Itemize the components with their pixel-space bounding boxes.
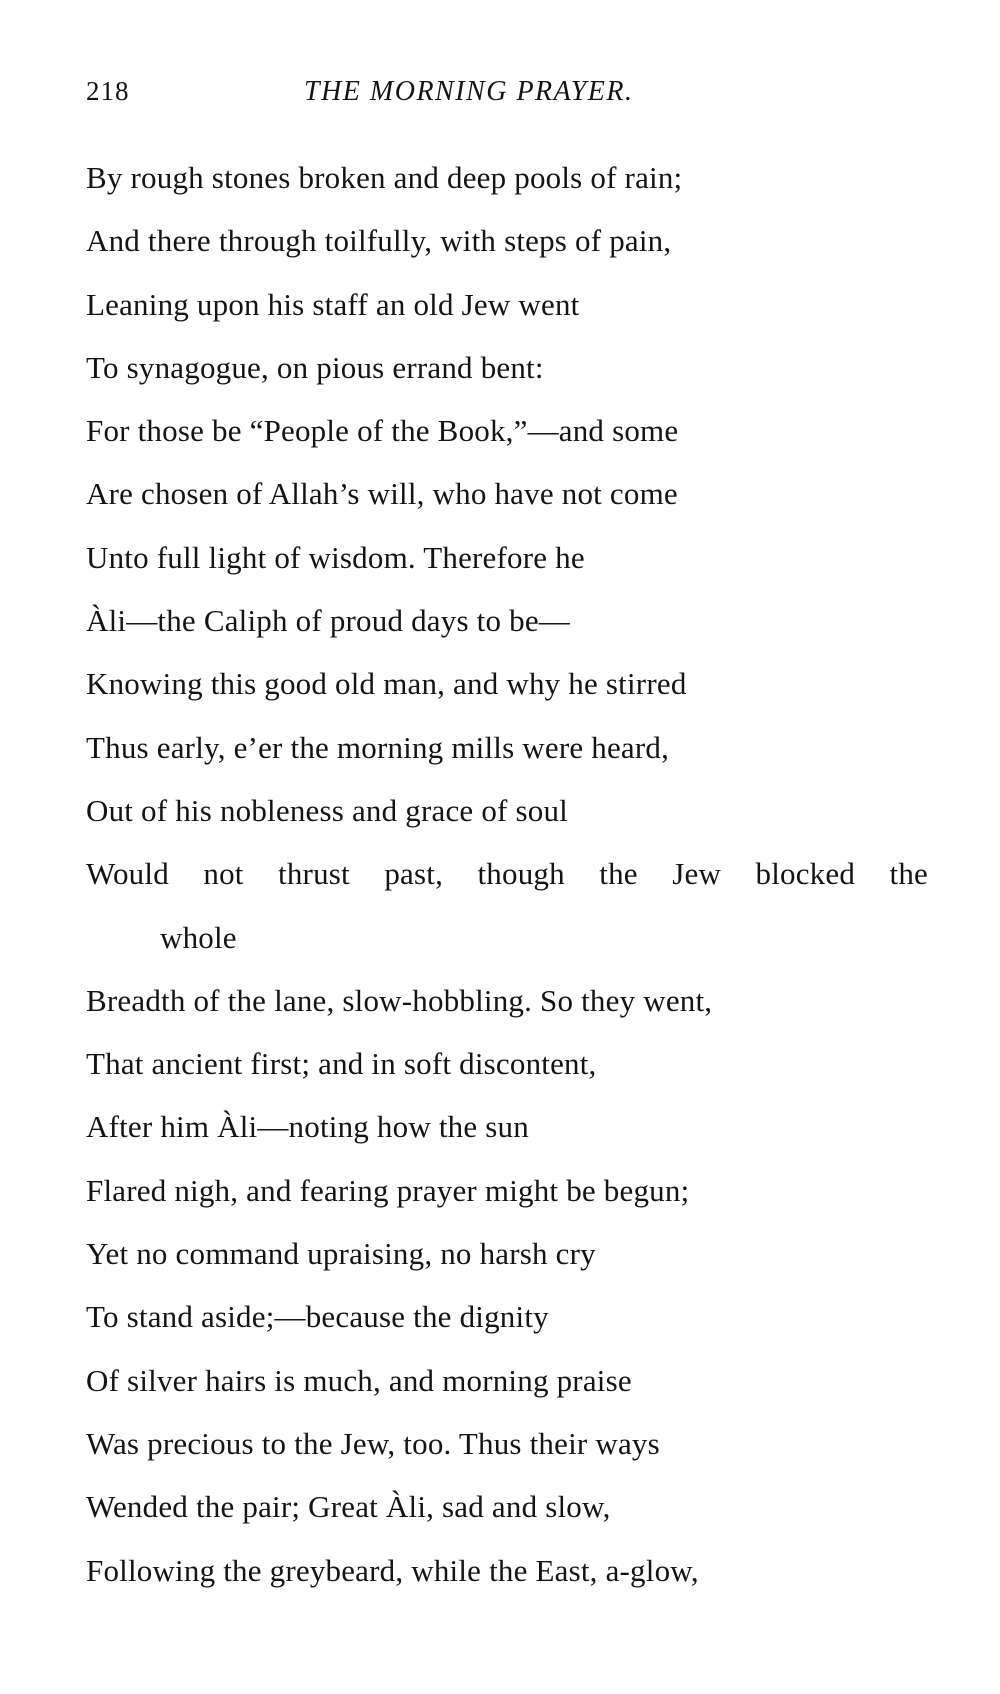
- page-number: 218: [86, 76, 130, 106]
- poem-line: That ancient first; and in soft discontent,: [86, 1046, 597, 1082]
- poem-line: Àli—the Caliph of proud days to be—: [86, 603, 570, 639]
- poem-line-runover: whole: [160, 919, 237, 955]
- poem-line: Knowing this good old man, and why he stirred: [86, 666, 687, 702]
- poem-line: Wended the pair; Great Àli, sad and slow,: [86, 1489, 611, 1525]
- running-title: THE MORNING PRAYER.: [304, 76, 634, 107]
- running-head: [86, 76, 706, 116]
- poem-line: Leaning upon his staff an old Jew went: [86, 286, 580, 322]
- poem-line: Breadth of the lane, slow-hobbling. So they went,: [86, 982, 713, 1018]
- poem-line: Would not thrust past, though the Jew blocked the: [86, 856, 928, 892]
- poem-line: By rough stones broken and deep pools of rain;: [86, 160, 683, 195]
- poem-body: [86, 146, 946, 1602]
- poem-line: Of silver hairs is much, and morning praise: [86, 1362, 632, 1398]
- poem-line: For those be “People of the Book,”—and some: [86, 413, 679, 449]
- poem-line: To synagogue, on pious errand bent:: [86, 349, 544, 385]
- poem-line: After him Àli—noting how the sun: [86, 1109, 529, 1145]
- poem-line: Out of his nobleness and grace of soul: [86, 792, 568, 828]
- poem-line: Yet no command upraising, no harsh cry: [86, 1236, 596, 1272]
- poem-line: Thus early, e’er the morning mills were heard,: [86, 729, 670, 765]
- poem-line: Unto full light of wisdom. Therefore he: [86, 539, 585, 575]
- poem-line: Flared nigh, and fearing prayer might be begun;: [86, 1172, 690, 1208]
- poem-line: To stand aside;—because the dignity: [86, 1299, 549, 1335]
- poem-line: Was precious to the Jew, too. Thus their ways: [86, 1425, 660, 1461]
- poem-line: And there through toilfully, with steps of pain,: [86, 223, 672, 259]
- poem-line: Are chosen of Allah’s will, who have not come: [86, 476, 678, 512]
- poem-line: Following the greybeard, while the East, a-glow,: [86, 1552, 699, 1588]
